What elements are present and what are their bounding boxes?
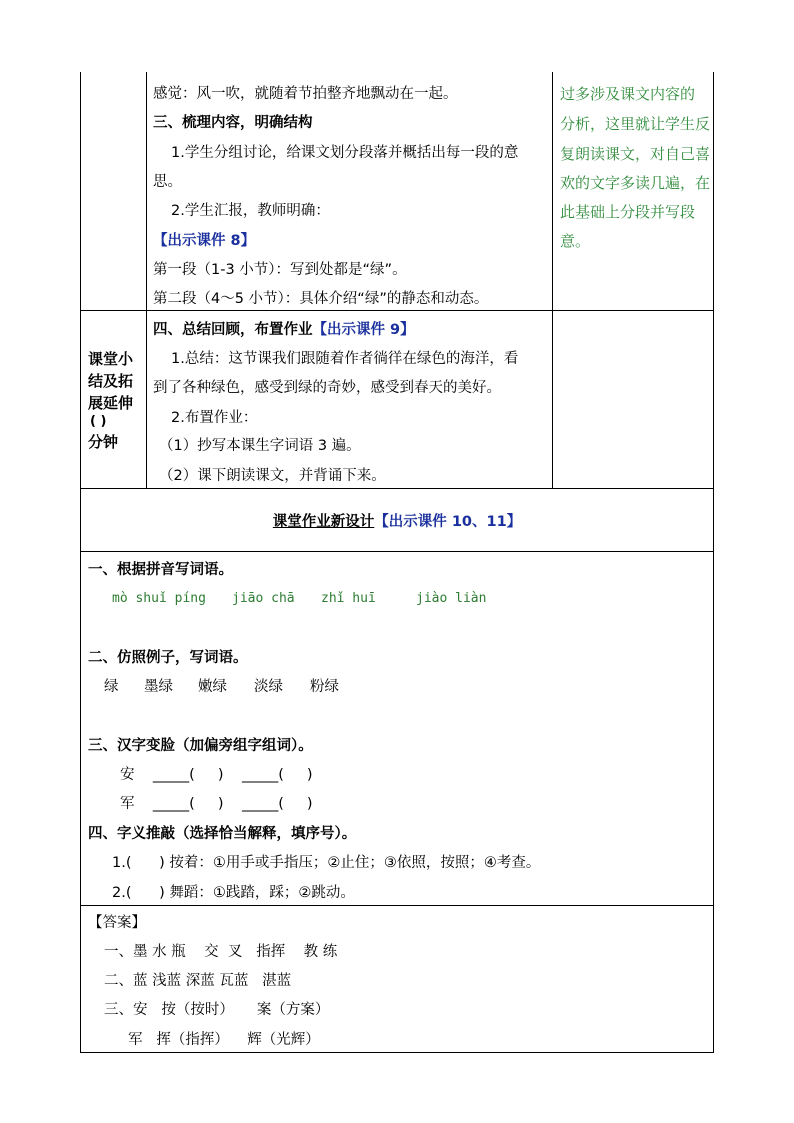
content-line: 思。 [153, 174, 182, 190]
answer-title: 【答案】 [88, 915, 146, 931]
answer-row: 二、蓝 浅蓝 深蓝 瓦蓝 湛蓝 [104, 973, 292, 989]
lesson-plan-table [80, 72, 714, 1053]
section-heading [153, 320, 415, 340]
choice-row: 1.( ) 按着：①用手或手指压；②止住；③依照，按照；④考查。 [112, 855, 541, 871]
answer-row: 一、墨 水 瓶 交 叉 指挥 教 练 [104, 944, 338, 960]
column-divider-1 [146, 72, 147, 488]
slide-tag: 【出示课件 10、11】 [374, 514, 522, 530]
content-line: 1.学生分组讨论，给课文划分段落并概括出每一段的意 [171, 145, 519, 161]
bottom-border [80, 1052, 714, 1053]
content-line: 到了各种绿色，感受到绿的奇妙，感受到春天的美好。 [153, 380, 501, 396]
summary-heading: 四、总结回顾，布置作业 [153, 322, 313, 338]
row-divider-2 [80, 488, 714, 489]
row-divider-3 [80, 551, 714, 552]
section-heading: 三、梳理内容，明确结构 [153, 115, 313, 131]
summary-label: ( ) [90, 414, 107, 429]
pinyin-item: zhǐ huī [321, 591, 376, 606]
content-line: 2.学生汇报，教师明确： [171, 203, 330, 219]
row-divider-4 [80, 905, 714, 906]
fill-blank-row: 安 _____( ) _____( ) [120, 767, 313, 783]
content-line: 2.布置作业： [171, 410, 258, 426]
note-line: 此基础上分段并写段 [560, 203, 696, 221]
example-word: 淡绿 [254, 679, 283, 695]
content-line: 第二段（4～5 小节）：具体介绍“绿”的静态和动态。 [153, 291, 489, 307]
content-line: 1.总结：这节课我们跟随着作者徜徉在绿色的海洋，看 [171, 351, 519, 367]
summary-label: 课堂小 [88, 350, 134, 368]
pinyin-item: jiāo chā [232, 591, 295, 606]
content-line: （2）课下朗读课文，并背诵下来。 [159, 468, 386, 484]
pinyin-item: jiào liàn [416, 591, 487, 606]
example-word: 墨绿 [144, 679, 173, 695]
example-word: 粉绿 [310, 679, 339, 695]
content-line: （1）抄写本课生字词语 3 遍。 [159, 438, 361, 454]
summary-label: 结及拓 [88, 372, 134, 390]
note-line: 复朗读课文，对自己喜 [560, 145, 711, 163]
slide-tag: 【出示课件 9】 [312, 322, 415, 338]
note-line: 意。 [560, 232, 591, 250]
choice-row: 2.( ) 舞蹈：①践踏，踩；②跳动。 [112, 885, 355, 901]
question-title: 一、根据拼音写词语。 [88, 562, 233, 578]
homework-title-text: 课堂作业新设计 [272, 514, 375, 530]
question-title: 二、仿照例子，写词语。 [88, 650, 248, 666]
slide-tag: 【出示课件 8】 [153, 233, 256, 249]
summary-label: 分钟 [88, 433, 119, 451]
fill-blank-row: 军 _____( ) _____( ) [120, 796, 313, 812]
note-line: 欢的文字多读几遍，在 [560, 174, 711, 192]
note-line: 分析，这里就让学生反 [560, 115, 711, 133]
summary-label: 展延伸 [88, 394, 134, 412]
homework-title [80, 510, 714, 531]
question-title: 四、字义推敲（选择恰当解释，填序号）。 [88, 826, 357, 842]
pinyin-item: mò shuǐ píng [112, 591, 206, 606]
example-word: 绿 [104, 679, 119, 695]
content-line: 第一段（1-3 小节）：写到处都是“绿”。 [153, 262, 407, 278]
question-title: 三、汉字变脸（加偏旁组字组词）。 [88, 738, 313, 754]
answer-row: 军 挥（指挥） 辉（光辉） [128, 1032, 320, 1048]
note-line: 过多涉及课文内容的 [560, 85, 696, 103]
column-divider-2 [552, 72, 553, 488]
answer-row: 三、安 按（按时） 案（方案） [104, 1002, 330, 1018]
content-line: 感觉：风一吹，就随着节拍整齐地飘动在一起。 [153, 86, 458, 102]
example-word: 嫩绿 [198, 679, 227, 695]
row-divider-1 [80, 310, 714, 311]
